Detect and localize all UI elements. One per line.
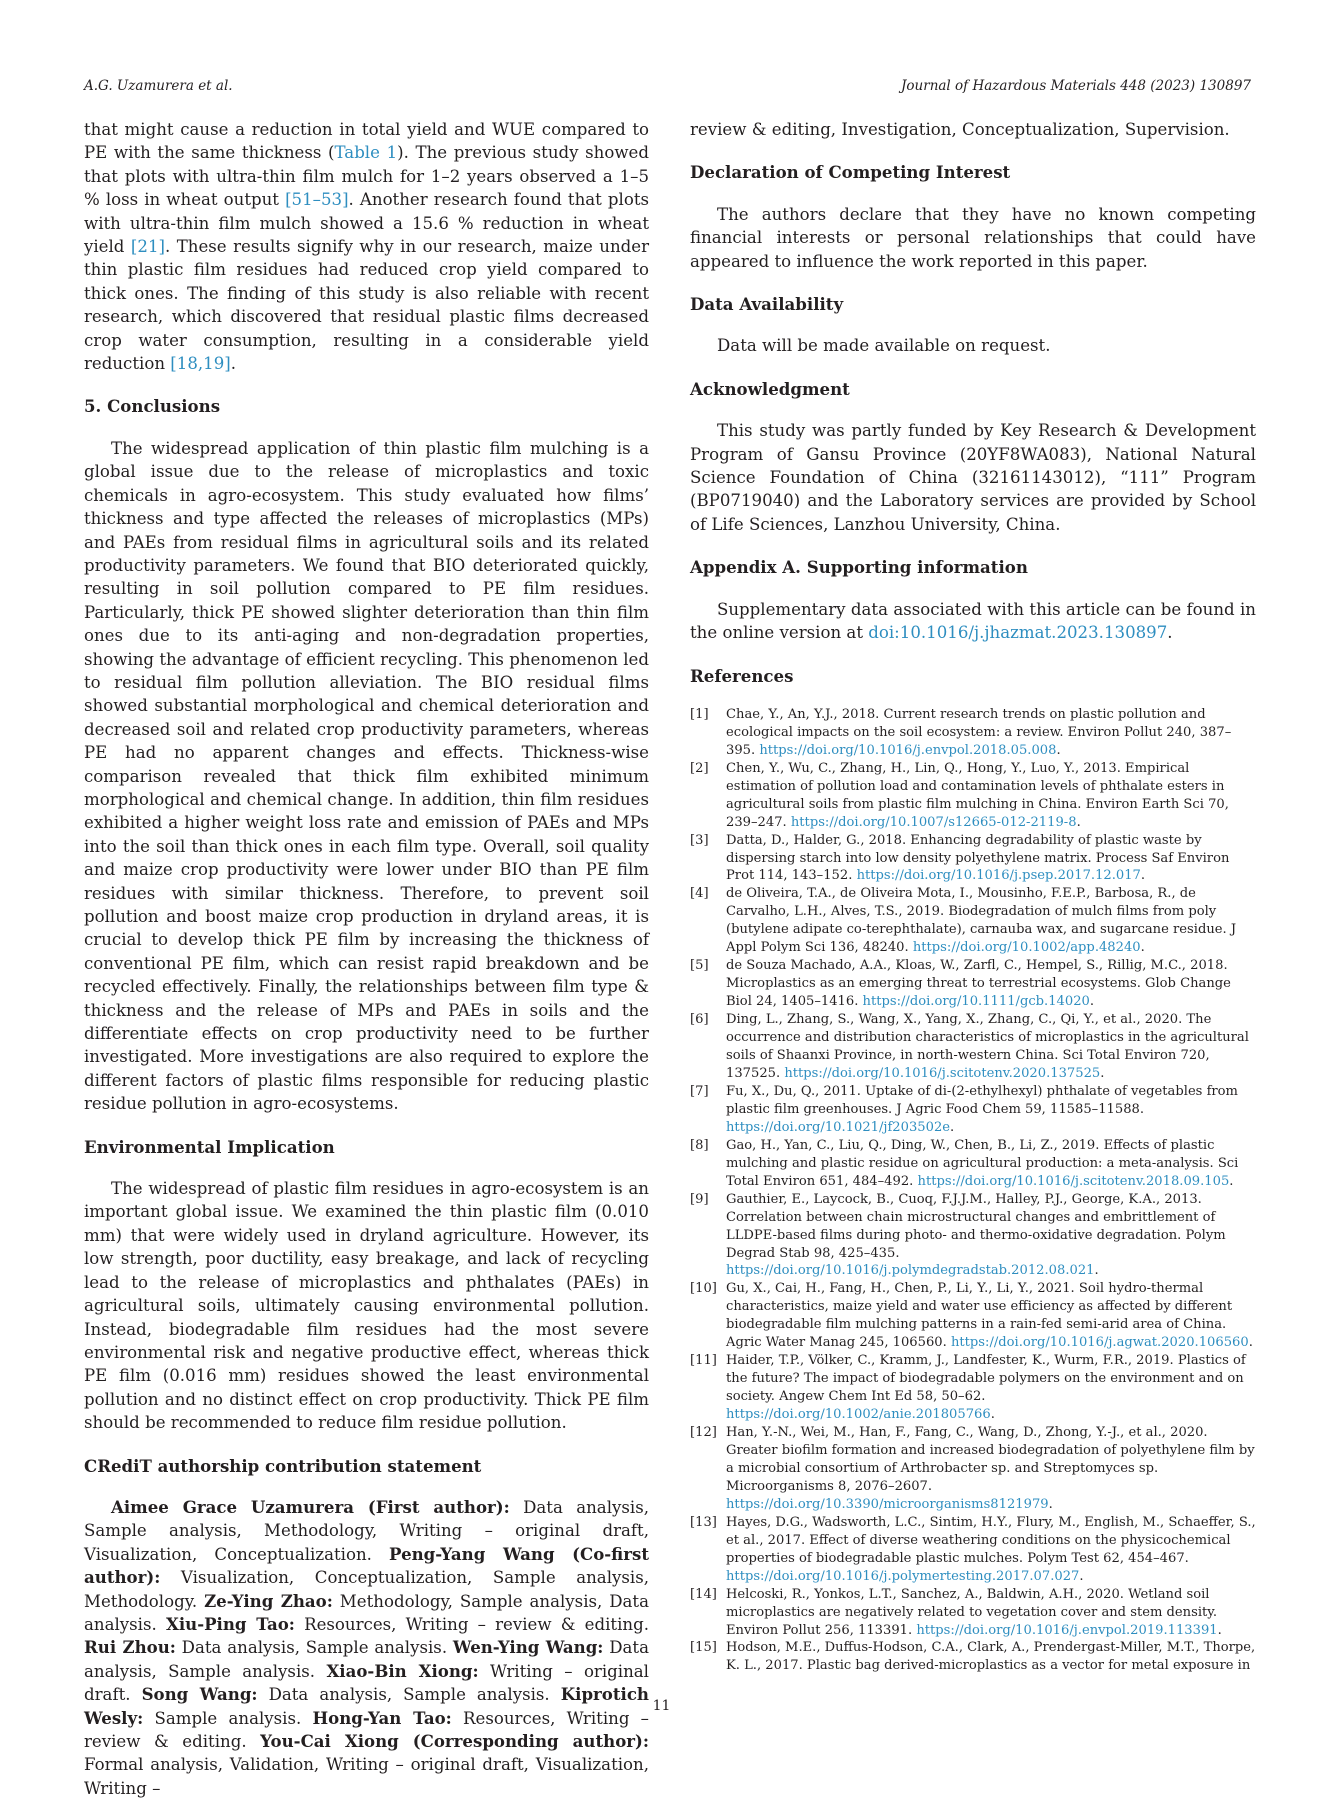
running-head-authors: A.G. Uzamurera et al. xyxy=(84,78,233,94)
reference-doi-link[interactable]: https://doi.org/10.1111/gcb.14020 xyxy=(862,994,1090,1010)
reference-number: [3] xyxy=(690,832,709,848)
reference-number: [5] xyxy=(690,958,709,974)
references-list xyxy=(690,706,1256,1675)
reference-doi-link[interactable]: https://doi.org/10.1016/j.agwat.2020.106560 xyxy=(950,1335,1249,1351)
credit-continuation: review & editing, Investigation, Conceptualization, Supervision. xyxy=(690,120,1230,139)
reference-text: Datta, D., Halder, G., 2018. Enhancing degradability of plastic waste by dispersing starch into low density polyethylene matrix. Process Saf Environ Prot 114, 143–152. https://doi.org/10.1016/j.psep.2017.12.017. xyxy=(726,832,1230,884)
credit-author-roles: Resources, Writing – review & editing. xyxy=(84,1708,649,1751)
reference-number: [14] xyxy=(690,1586,717,1602)
credit-paragraph xyxy=(84,1496,649,1800)
credit-author-name: You-Cai Xiong (Corresponding author): xyxy=(260,1731,649,1751)
reference-text: Gu, X., Cai, H., Fang, H., Chen, P., Li, Y., Li, Y., 2021. Soil hydro-thermal characteristics, maize yield and water use efficiency as affected by different biodegradable film mulching patterns in a rain-fed semi-arid area of China. Agric Water Manag 245, 106560. https://doi.org/10.1016/j.agwat.2020.106560. xyxy=(726,1281,1253,1351)
reference-text: Chae, Y., An, Y.J., 2018. Current research trends on plastic pollution and ecological impacts on the soil ecosystem: a review. Environ Pollut 240, 387–395. https://doi.org/10.1016/j.envpol.2018.05.008. xyxy=(726,706,1232,758)
credit-heading: CRediT authorship contribution statement xyxy=(84,1455,482,1476)
reference-number: [15] xyxy=(690,1640,717,1656)
reference-text: Helcoski, R., Yonkos, L.T., Sanchez, A., Baldwin, A.H., 2020. Wetland soil microplastics are negatively related to vegetation cover and stem density. Environ Pollut 256, 113391. https://doi.org/10.1016/j.envpol.2019.113391. xyxy=(726,1586,1222,1638)
appendix-paragraph: Supplementary data associated with this article can be found in the online version at doi:10.1016/j.jhazmat.2023.130897. xyxy=(690,599,1256,643)
reference-item xyxy=(690,1586,1256,1640)
reference-text: de Souza Machado, A.A., Kloas, W., Zarfl, C., Hempel, S., Rillig, M.C., 2018. Microplastics as an emerging threat to terrestrial ecosystems. Glob Change Biol 24, 1405–1416. https://doi.org/10.1111/gcb.14020. xyxy=(726,958,1231,1010)
reference-item xyxy=(690,1514,1256,1586)
appendix-heading: Appendix A. Supporting information xyxy=(690,557,1028,578)
credit-author-name: Peng-Yang Wang (Co-first author): xyxy=(84,1543,649,1588)
credit-author-roles: Methodology, Sample analysis, Data analysis. xyxy=(84,1591,649,1634)
references-heading: References xyxy=(690,665,794,686)
credit-author-name: Ze-Ying Zhao: xyxy=(204,1590,333,1611)
conclusions-heading: 5. Conclusions xyxy=(84,396,221,417)
reference-number: [2] xyxy=(690,760,709,776)
reference-number: [7] xyxy=(690,1083,709,1099)
reference-number: [9] xyxy=(690,1191,709,1207)
reference-doi-link[interactable]: https://doi.org/10.1016/j.envpol.2018.05.008 xyxy=(759,742,1057,758)
citation-51-53-link[interactable]: [51–53] xyxy=(285,190,349,210)
credit-author-roles: Formal analysis, Validation, Writing – original draft, Visualization, Writing – xyxy=(84,1755,649,1798)
reference-item xyxy=(690,760,1256,832)
credit-author-roles: Writing – original draft. xyxy=(84,1661,649,1705)
credit-author-roles: Data analysis, Sample analysis. xyxy=(175,1638,453,1658)
reference-item xyxy=(690,1083,1256,1137)
reference-number: [8] xyxy=(690,1137,709,1153)
citation-21-link[interactable]: [21] xyxy=(130,237,165,257)
credit-author-roles: Visualization, Conceptualization, Sample analysis, Methodology. xyxy=(84,1568,649,1611)
credit-author-name: Hong-Yan Tao: xyxy=(312,1707,452,1728)
reference-doi-link[interactable]: https://doi.org/10.1016/j.psep.2017.12.017 xyxy=(856,868,1141,884)
reference-item xyxy=(690,1137,1256,1191)
credit-author-name: Kiprotich Wesly: xyxy=(84,1684,649,1728)
environmental-implication-heading: Environmental Implication xyxy=(84,1136,335,1157)
credit-author-name: Xiao-Bin Xiong: xyxy=(326,1660,479,1681)
reference-text: Fu, X., Du, Q., 2011. Uptake of di-(2-ethylhexyl) phthalate of vegetables from plastic film greenhouses. J Agric Food Chem 59, 11585–11588. https://doi.org/10.1021/jf203502e. xyxy=(726,1083,1238,1135)
acknowledgment-heading: Acknowledgment xyxy=(690,378,850,399)
credit-author-name: Xiu-Ping Tao: xyxy=(165,1613,295,1634)
credit-author-name: Rui Zhou: xyxy=(84,1637,176,1658)
reference-text: Gao, H., Yan, C., Liu, Q., Ding, W., Chen, B., Li, Z., 2019. Effects of plastic mulching and plastic residue on agricultural production: a meta-analysis. Sci Total Environ 651, 484–492. https://doi.org/10.1016/j.scitotenv.2018.09.105. xyxy=(726,1137,1239,1189)
reference-number: [4] xyxy=(690,886,709,902)
acknowledgment-paragraph: This study was partly funded by Key Research & Development Program of Gansu Province (20YF8WA083), National Natural Science Foundation of China (32161143012), “111” Program (BP0719040) and the Laboratory services are provided by School of Life Sciences, Lanzhou University, China. xyxy=(690,421,1256,534)
credit-author-roles: Data analysis, Sample analysis. xyxy=(257,1685,561,1705)
reference-text: Chen, Y., Wu, C., Zhang, H., Lin, Q., Hong, Y., Luo, Y., 2013. Empirical estimation of pollution load and contamination levels of phthalate esters in agricultural soils from plastic film mulching in China. Environ Earth Sci 70, 239–247. https://doi.org/10.1007/s12665-012-2119-8. xyxy=(726,760,1229,830)
reference-number: [13] xyxy=(690,1514,717,1530)
table-1-link[interactable]: Table 1 xyxy=(334,143,398,163)
credit-author-roles: Resources, Writing – review & editing. xyxy=(294,1614,649,1634)
running-head-journal: Journal of Hazardous Materials 448 (2023) 130897 xyxy=(901,78,1251,94)
reference-item xyxy=(690,1011,1256,1083)
credit-author-roles: Data analysis, Sample analysis, Methodology, Writing – original draft, Visualization, Conceptualization. xyxy=(84,1497,649,1564)
reference-doi-link[interactable]: https://doi.org/10.1016/j.polymertesting.2017.07.027 xyxy=(726,1568,1080,1584)
reference-text: Hodson, M.E., Duffus-Hodson, C.A., Clark, A., Prendergast-Miller, M.T., Thorpe, K. L., 2017. Plastic bag derived-microplastics as a vector for metal exposure in xyxy=(726,1640,1256,1674)
competing-interest-paragraph: The authors declare that they have no known competing financial interests or personal relationships that could have appeared to influence the work reported in this paper. xyxy=(690,204,1256,271)
left-column xyxy=(84,118,649,1800)
competing-interest-heading: Declaration of Competing Interest xyxy=(690,162,1011,183)
reference-item xyxy=(690,885,1256,957)
reference-item xyxy=(690,957,1256,1011)
reference-doi-link[interactable]: https://doi.org/10.1016/j.envpol.2019.113391 xyxy=(916,1622,1218,1638)
reference-doi-link[interactable]: https://doi.org/10.1016/j.scitotenv.2020.137525 xyxy=(784,1065,1101,1081)
reference-number: [1] xyxy=(690,706,709,722)
credit-author-name: Aimee Grace Uzamurera (First author): xyxy=(111,1496,510,1517)
supplementary-doi-link[interactable]: doi:10.1016/j.jhazmat.2023.130897 xyxy=(868,623,1168,643)
reference-doi-link[interactable]: https://doi.org/10.1002/anie.201805766 xyxy=(726,1407,991,1423)
citation-18-19-link[interactable]: [18,19] xyxy=(170,354,231,374)
reference-text: Hayes, D.G., Wadsworth, L.C., Sintim, H.Y., Flury, M., English, M., Schaeffer, S., et al., 2017. Effect of diverse weathering conditions on the physicochemical properties of biodegradable plastic mulches. Polym Test 62, 454–467. https://doi.org/10.1016/j.polymertesting.2017.07.027. xyxy=(726,1514,1256,1584)
reference-text: Gauthier, E., Laycock, B., Cuoq, F.J.J.M., Halley, P.J., George, K.A., 2013. Correlation between chain microstructural changes and embrittlement of LLDPE-based films during photo- and thermo-oxidative degradation. Polym Degrad Stab 98, 425–435. https://doi.org/10.1016/j.polymdegradstab.2012.08.021. xyxy=(726,1191,1226,1279)
reference-doi-link[interactable]: https://doi.org/10.1021/jf203502e xyxy=(726,1119,951,1135)
reference-text: de Oliveira, T.A., de Oliveira Mota, I., Mousinho, F.E.P., Barbosa, R., de Carvalho, L.H., Alves, T.S., 2019. Biodegradation of mulch films from poly (butylene adipate co-terephthalate), carnauba wax, and sugarcane residue. J Appl Polym Sci 136, 48240. https://doi.org/10.1002/app.48240. xyxy=(726,886,1237,956)
credit-author-name: Wen-Ying Wang: xyxy=(452,1637,604,1658)
reference-item xyxy=(690,1191,1256,1281)
reference-doi-link[interactable]: https://doi.org/10.1002/app.48240 xyxy=(912,940,1141,956)
reference-text: Ding, L., Zhang, S., Wang, X., Yang, X., Zhang, C., Qi, Y., et al., 2020. The occurrence and distribution characteristics of microplastics in the agricultural soils of Shaanxi Province, in north-western China. Sci Total Environ 720, 137525. https://doi.org/10.1016/j.scitotenv.2020.137525. xyxy=(726,1012,1249,1081)
reference-doi-link[interactable]: https://doi.org/10.3390/microorganisms8121979 xyxy=(726,1496,1049,1512)
reference-item xyxy=(690,706,1256,760)
reference-item xyxy=(690,1352,1256,1424)
reference-number: [11] xyxy=(690,1353,717,1369)
discussion-end-paragraph: that might cause a reduction in total yield and WUE compared to PE with the same thickness (Table 1). The previous study showed that plots with ultra-thin film mulch for 1–2 years observed a 1–5 % loss in wheat output [51–53]. Another research found that plots with ultra-thin film mulch showed a 15.6 % reduction in wheat yield [21]. These results signify why in our research, maize under thin plastic film residues had reduced crop yield compared to thick ones. The finding of this study is also reliable with recent research, which discovered that residual plastic films decreased crop water consumption, resulting in a considerable yield reduction [18,19]. xyxy=(84,120,650,374)
reference-doi-link[interactable]: https://doi.org/10.1016/j.polymdegradstab.2012.08.021 xyxy=(726,1263,1095,1279)
data-availability-paragraph: Data will be made available on request. xyxy=(717,336,1051,356)
reference-doi-link[interactable]: https://doi.org/10.1016/j.scitotenv.2018.09.105 xyxy=(917,1173,1230,1189)
environmental-implication-paragraph: The widespread of plastic film residues in agro-ecosystem is an important global issue. We examined the thin plastic film (0.010 mm) that were widely used in dryland agriculture. However, its low strength, poor ductility, easy breakage, and lack of recycling lead to the release of microplastics and phthalates (PAEs) in agricultural soils, ultimately causing environmental pollution. Instead, biodegradable film residues had the most severe environmental risk and negative productive effect, whereas thick PE film (0.016 mm) residues showed the least environmental pollution and no distinct effect on crop productivity. Thick PE film should be recommended to reduce film residue pollution. xyxy=(84,1179,649,1433)
reference-item xyxy=(690,1280,1256,1352)
reference-item xyxy=(690,832,1256,886)
reference-text: Han, Y.-N., Wei, M., Han, F., Fang, C., Wang, D., Zhong, Y.-J., et al., 2020. Greater biofilm formation and increased biodegradation of polyethylene film by a microbial consortium of Arthrobacter sp. and Streptomyces sp. Microorganisms 8, 2076–2607. https://doi.org/10.3390/microorganisms8121979. xyxy=(726,1425,1255,1512)
reference-item xyxy=(690,1424,1256,1514)
conclusions-paragraph: The widespread application of thin plastic film mulching is a global issue due to the release of microplastics and toxic chemicals in agro-ecosystem. This study evaluated how films’ thickness and type affected the releases of microplastics (MPs) and PAEs from residual films in agricultural soils and its related productivity parameters. We found that BIO deteriorated quickly, resulting in soil pollution compared to PE film residues. Particularly, thick PE showed slighter deterioration than thin film ones due to its anti-aging and non-degradation properties, showing the advantage of efficient recycling. This phenomenon led to residual film pollution alleviation. The BIO residual films showed substantial morphological and chemical deterioration and decreased soil and related crop productivity parameters, whereas PE had no apparent changes and effects. Thickness-wise comparison revealed that thick film exhibited minimum morphological and chemical change. In addition, thin film residues exhibited a higher weight loss rate and emission of PAEs and MPs into the soil than thick ones in each film type. Overall, soil quality and maize crop productivity were lower under BIO than PE film residues with similar thickness. Therefore, to prevent soil pollution and boost maize crop production in dryland areas, it is crucial to develop thick PE film by increasing the thickness of conventional PE film, which can resist rapid breakdown and be recycled effectively. Finally, the relationships between film type & thickness and the release of MPs and PAEs in soils and the differentiate effects on crop productivity need to be further investigated. More investigations are also required to explore the different factors of plastic films responsible for reducing plastic residue pollution in agro-ecosystems. xyxy=(84,438,649,1114)
reference-number: [10] xyxy=(690,1281,717,1297)
credit-author-name: Song Wang: xyxy=(141,1684,258,1705)
reference-item xyxy=(690,1639,1256,1675)
data-availability-heading: Data Availability xyxy=(690,294,844,315)
reference-text: Haider, T.P., Völker, C., Kramm, J., Landfester, K., Wurm, F.R., 2019. Plastics of the future? The impact of biodegradable polymers on the environment and on society. Angew Chem Int Ed 58, 50–62. https://doi.org/10.1002/anie.201805766. xyxy=(726,1353,1246,1423)
reference-number: [6] xyxy=(690,1012,709,1028)
right-column xyxy=(690,118,1256,1675)
credit-author-roles: Sample analysis. xyxy=(143,1708,313,1728)
credit-author-roles: Data analysis, Sample analysis. xyxy=(84,1638,649,1681)
reference-number: [12] xyxy=(690,1425,717,1441)
reference-doi-link[interactable]: https://doi.org/10.1007/s12665-012-2119-8 xyxy=(790,814,1077,830)
page-number: 11 xyxy=(652,1698,671,1714)
